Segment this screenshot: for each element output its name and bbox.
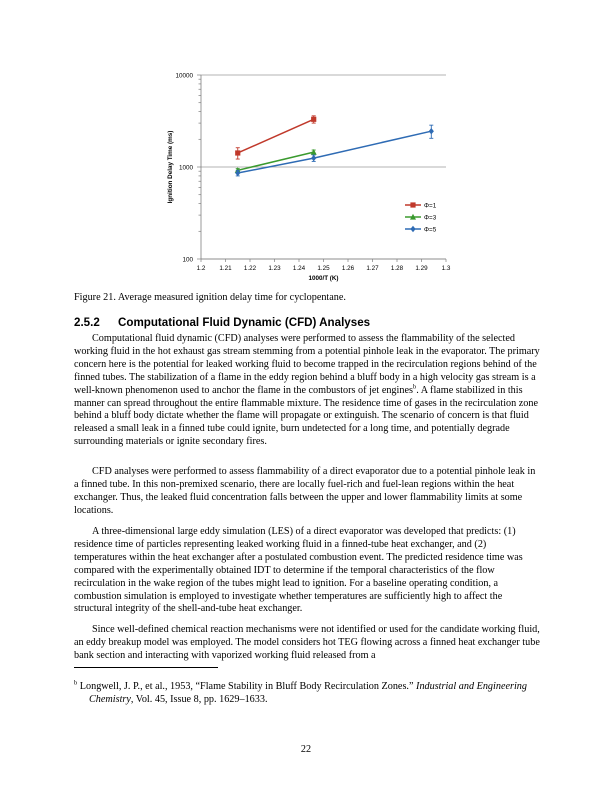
legend-label: Φ=3: [424, 214, 437, 222]
x-tick-label: 1.21: [219, 265, 232, 272]
y-axis-title: Ignition Delay Time (ms): [167, 130, 174, 204]
footnote-mark: b: [74, 679, 78, 687]
footnote-journal: Industrial and Engineering Chemistry: [89, 681, 527, 705]
x-axis-title: 1000/T (K): [308, 275, 339, 282]
legend-label: Φ=1: [424, 202, 437, 210]
x-tick-label: 1.26: [341, 265, 355, 272]
data-point-triangle: [311, 149, 317, 155]
ignition-delay-chart: [150, 66, 460, 291]
data-point-diamond: [429, 128, 434, 134]
y-tick-label: 1000: [178, 164, 193, 172]
x-tick-label: 1.29: [415, 265, 428, 272]
page-number: 22: [300, 744, 312, 755]
x-tick-label: 1.24: [292, 265, 306, 272]
legend-marker: [410, 226, 415, 232]
x-tick-label: 1.27: [366, 265, 379, 272]
data-point-square: [311, 117, 316, 122]
section-number: 2.5.2: [74, 316, 100, 329]
figure-caption: Figure 21. Average measured ignition delay time for cyclopentane.: [74, 292, 346, 303]
legend-label: Φ=5: [424, 226, 437, 234]
x-tick-label: 1.22: [243, 265, 257, 272]
section-title: Computational Fluid Dynamic (CFD) Analyses: [118, 316, 371, 329]
y-tick-label: 100: [182, 256, 193, 264]
x-tick-label: 1.2: [196, 265, 206, 272]
footnote-ref: b: [412, 383, 417, 391]
footnote: [74, 681, 539, 707]
footnote-rule: [74, 667, 218, 668]
y-tick-label: 10000: [175, 72, 193, 80]
x-tick-label: 1.25: [317, 265, 330, 272]
section-heading: [74, 316, 370, 329]
data-point-square: [235, 150, 240, 155]
paragraph-1-part-a: Computational fluid dynamic (CFD) analyses were performed to assess the flammability of the selected working fluid in the hot exhaust gas stream stemming from a potential pinhole leak in the evaporator. The primary concern here is the potential for leaked working fluid to become trapped in the recirculation regions behind of the finned tubes. The stabilization of a flame in the eddy region behind a bluff body in a high velocity gas stream is a well-known phenomenon used to anchor the flame in the combustors of jet engines: [74, 333, 540, 396]
x-tick-label: 1.28: [390, 265, 404, 272]
x-tick-label: 1.23: [268, 265, 281, 272]
legend-marker: [410, 202, 415, 207]
paragraph-1: [74, 333, 540, 449]
x-tick-label: 1.3: [441, 265, 451, 272]
paragraph-2: CFD analyses were performed to assess flammability of a direct evaporator due to a potential pinhole leak in a finned tube. In this non-premixed scenario, there are locally fuel-rich and fuel-lean regions within the heat exchanger. Thus, the leaked fluid concentration falls between the upper and lower flammability limits at some locations.: [74, 466, 536, 516]
paragraph-3: A three-dimensional large eddy simulation (LES) of a direct evaporator was developed that predicts: (1) residence time of particles representing leaked working fluid in a finned-tube heat exchanger, and (2) temperatures within the heat exchanger after a postulated combustion event. The predicted residence time was compared with the experimentally obtained IDT to determine if the temporal characteristics of the flow recirculation in the wake region of the tubes might lead to ignition. For a baseline operating condition, a combustion simulation is employed to investigate whether temperatures are sufficiently high to affect the structural integrity of the shell-and-tube heat exchanger.: [74, 526, 523, 615]
series-line-2: [238, 152, 314, 170]
paragraph-4: Since well-defined chemical reaction mechanisms were not identified or used for the candidate working fluid, an eddy breakup model was employed. The model considers hot TEG flowing across a finned heat exchanger tube bank section and interacting with vaporized working fluid released from a: [74, 624, 540, 661]
paragraph-1-part-b: . A flame stabilized in this manner can spread throughout the entire flammable mixture. The residence time of gases in the recirculation zone behind a bluff body dictate whether the flame will propagate or extinguish. The scenario of concern is that fluid released a small leak in a finned tube could ignite, burn undetected for a long time, and potentially degrade surrounding materials or ignite secondary fires.: [74, 384, 539, 448]
data-point-diamond: [311, 155, 316, 161]
series-line-1: [238, 119, 314, 153]
footnote-text-b: , Vol. 45, Issue 8, pp. 1629–1633.: [130, 693, 268, 705]
chart-svg: [150, 66, 460, 291]
footnote-text-a: Longwell, J. P., et al., 1953, “Flame Stability in Bluff Body Recirculation Zones.”: [79, 681, 417, 692]
